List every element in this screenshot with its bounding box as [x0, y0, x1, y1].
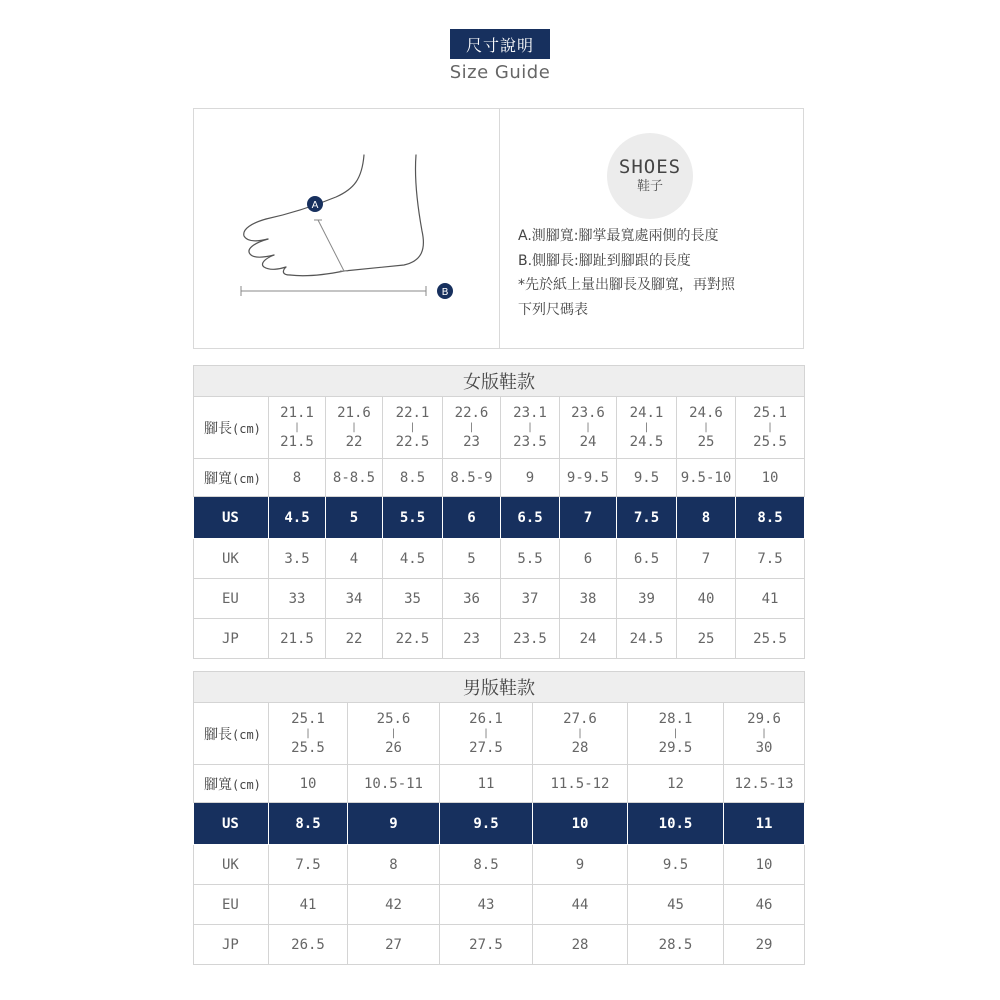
- length-to: 24: [579, 434, 597, 450]
- length-from: 25.6: [376, 711, 411, 727]
- size-cell: 22.5: [383, 619, 443, 659]
- size-cell: 5.5: [501, 539, 560, 579]
- size-cell: 6: [443, 497, 501, 539]
- length-range-cell: [617, 397, 677, 459]
- men-table-title: 男版鞋款: [194, 672, 805, 703]
- length-from: 25.1: [291, 711, 325, 727]
- size-cell: 23.5: [501, 619, 560, 659]
- range-separator: |: [304, 728, 312, 739]
- size-cell: 8.5: [440, 845, 533, 885]
- size-cell: 7.5: [269, 845, 348, 885]
- length-to: 26: [385, 740, 402, 756]
- size-cell: 28: [533, 925, 628, 965]
- length-to: 27.5: [469, 740, 503, 756]
- length-from: 27.6: [563, 711, 597, 727]
- length-range-cell: [383, 397, 443, 459]
- size-cell: 23: [443, 619, 501, 659]
- measurement-guide-panel: [193, 108, 804, 349]
- women-uk-row: [194, 539, 805, 579]
- shoes-badge: [607, 133, 693, 219]
- range-separator: |: [672, 728, 679, 739]
- men-length-row: [194, 703, 805, 765]
- size-cell: 41: [736, 579, 805, 619]
- size-cell: 40: [677, 579, 736, 619]
- length-to: 25.5: [753, 434, 787, 450]
- range-separator: |: [390, 728, 397, 739]
- size-cell: 8: [348, 845, 440, 885]
- size-cell: 33: [269, 579, 326, 619]
- women-size-table: [193, 365, 805, 659]
- women-length-row: [194, 397, 805, 459]
- women-table-title: 女版鞋款: [194, 366, 805, 397]
- size-cell: 24: [560, 619, 617, 659]
- length-range-cell: [443, 397, 501, 459]
- size-cell: 4: [326, 539, 383, 579]
- men-jp-row: [194, 925, 805, 965]
- width-cell: 12.5-13: [724, 765, 805, 803]
- size-cell: 5.5: [383, 497, 443, 539]
- length-range-cell: [533, 703, 628, 765]
- length-to: 23: [463, 434, 480, 450]
- size-cell: 7.5: [617, 497, 677, 539]
- size-cell: 42: [348, 885, 440, 925]
- size-cell: 8.5: [269, 803, 348, 845]
- length-range-cell: [269, 703, 348, 765]
- men-length-label: 腳長(cm): [194, 703, 269, 765]
- length-range-cell: [348, 703, 440, 765]
- size-cell: 43: [440, 885, 533, 925]
- size-cell: 10: [533, 803, 628, 845]
- women-uk-label: UK: [194, 539, 269, 579]
- women-jp-row: [194, 619, 805, 659]
- width-cell: 11: [440, 765, 533, 803]
- length-range-cell: [501, 397, 560, 459]
- length-from: 23.6: [571, 405, 605, 421]
- men-size-table: [193, 671, 805, 965]
- range-separator: |: [526, 422, 534, 433]
- size-cell: 6.5: [501, 497, 560, 539]
- women-eu-row: [194, 579, 805, 619]
- size-cell: 26.5: [269, 925, 348, 965]
- note-instruction-cont: 下列尺碼表: [518, 301, 588, 318]
- range-separator: |: [350, 422, 358, 433]
- width-cell: 11.5-12: [533, 765, 628, 803]
- women-length-label: 腳長(cm): [194, 397, 269, 459]
- men-eu-row: [194, 885, 805, 925]
- women-width-row: [194, 459, 805, 497]
- men-us-row: [194, 803, 805, 845]
- range-separator: |: [409, 422, 416, 433]
- length-from: 29.6: [747, 711, 781, 727]
- size-cell: 10: [724, 845, 805, 885]
- men-uk-row: [194, 845, 805, 885]
- width-cell: 8: [269, 459, 326, 497]
- women-us-label: US: [194, 497, 269, 539]
- shoes-badge-en: SHOES: [618, 156, 682, 178]
- size-cell: 37: [501, 579, 560, 619]
- foot-measurement-illustration: [194, 109, 499, 348]
- range-separator: |: [702, 422, 710, 433]
- size-cell: 35: [383, 579, 443, 619]
- size-cell: 6.5: [617, 539, 677, 579]
- length-from: 21.6: [337, 405, 371, 421]
- page-subtitle: Size Guide: [449, 62, 551, 83]
- size-cell: 4.5: [269, 497, 326, 539]
- marker-a-label: A: [311, 200, 319, 211]
- size-cell: 27: [348, 925, 440, 965]
- length-range-cell: [724, 703, 805, 765]
- length-from: 26.1: [469, 711, 503, 727]
- width-cell: 9: [501, 459, 560, 497]
- size-cell: 44: [533, 885, 628, 925]
- size-cell: 25.5: [736, 619, 805, 659]
- size-cell: 25: [677, 619, 736, 659]
- size-cell: 8.5: [736, 497, 805, 539]
- length-range-cell: [736, 397, 805, 459]
- length-from: 22.6: [454, 405, 489, 421]
- women-width-label: 腳寬(cm): [194, 459, 269, 497]
- women-jp-label: JP: [194, 619, 269, 659]
- length-from: 24.1: [629, 405, 664, 421]
- size-cell: 3.5: [269, 539, 326, 579]
- size-cell: 27.5: [440, 925, 533, 965]
- size-cell: 6: [560, 539, 617, 579]
- range-separator: |: [767, 422, 774, 433]
- length-from: 23.1: [513, 405, 547, 421]
- marker-b-label: B: [441, 287, 449, 298]
- size-cell: 28.5: [628, 925, 724, 965]
- length-to: 21.5: [280, 434, 314, 450]
- note-instruction: *先於紙上量出腳長及腳寬，再對照: [518, 277, 735, 293]
- shoes-badge-zh: 鞋子: [636, 179, 663, 194]
- size-cell: 7: [560, 497, 617, 539]
- width-cell: 10: [269, 765, 348, 803]
- size-cell: 24.5: [617, 619, 677, 659]
- width-cell: 8-8.5: [326, 459, 383, 497]
- size-cell: 45: [628, 885, 724, 925]
- length-from: 28.1: [658, 711, 693, 727]
- size-cell: 7.5: [736, 539, 805, 579]
- size-cell: 5: [443, 539, 501, 579]
- length-from: 21.1: [280, 405, 314, 421]
- size-cell: 22: [326, 619, 383, 659]
- size-cell: 21.5: [269, 619, 326, 659]
- length-to: 25: [697, 434, 715, 450]
- women-us-row: [194, 497, 805, 539]
- size-cell: 38: [560, 579, 617, 619]
- men-uk-label: UK: [194, 845, 269, 885]
- women-eu-label: EU: [194, 579, 269, 619]
- length-range-cell: [677, 397, 736, 459]
- range-separator: |: [576, 728, 584, 739]
- width-cell: 9.5-10: [677, 459, 736, 497]
- size-cell: 11: [724, 803, 805, 845]
- size-cell: 5: [326, 497, 383, 539]
- length-from: 25.1: [753, 405, 787, 421]
- size-cell: 9: [348, 803, 440, 845]
- length-to: 24.5: [629, 434, 664, 450]
- length-range-cell: [560, 397, 617, 459]
- width-cell: 9-9.5: [560, 459, 617, 497]
- men-eu-label: EU: [194, 885, 269, 925]
- width-cell: 12: [628, 765, 724, 803]
- size-cell: 9: [533, 845, 628, 885]
- men-jp-label: JP: [194, 925, 269, 965]
- size-cell: 29: [724, 925, 805, 965]
- length-from: 24.6: [689, 405, 723, 421]
- length-range-cell: [440, 703, 533, 765]
- size-cell: 4.5: [383, 539, 443, 579]
- length-range-cell: [269, 397, 326, 459]
- length-to: 22.5: [395, 434, 430, 450]
- size-cell: 7: [677, 539, 736, 579]
- men-us-label: US: [194, 803, 269, 845]
- range-separator: |: [761, 728, 768, 739]
- width-cell: 10: [736, 459, 805, 497]
- length-range-cell: [628, 703, 724, 765]
- men-width-label: 腳寬(cm): [194, 765, 269, 803]
- width-cell: 9.5: [617, 459, 677, 497]
- range-separator: |: [482, 728, 490, 739]
- length-to: 22: [345, 434, 363, 450]
- length-from: 22.1: [395, 405, 430, 421]
- size-cell: 8: [677, 497, 736, 539]
- men-width-row: [194, 765, 805, 803]
- range-separator: |: [643, 422, 650, 433]
- size-cell: 10.5: [628, 803, 724, 845]
- width-cell: 8.5-9: [443, 459, 501, 497]
- length-to: 29.5: [658, 740, 693, 756]
- range-separator: |: [584, 422, 592, 433]
- size-cell: 9.5: [628, 845, 724, 885]
- size-cell: 46: [724, 885, 805, 925]
- width-cell: 10.5-11: [348, 765, 440, 803]
- length-range-cell: [326, 397, 383, 459]
- size-cell: 36: [443, 579, 501, 619]
- range-separator: |: [468, 422, 475, 433]
- size-cell: 39: [617, 579, 677, 619]
- length-to: 28: [571, 740, 589, 756]
- note-length: B.側腳長:腳趾到腳跟的長度: [518, 252, 691, 269]
- length-to: 25.5: [291, 740, 325, 756]
- size-cell: 34: [326, 579, 383, 619]
- width-cell: 8.5: [383, 459, 443, 497]
- guide-divider: [499, 109, 500, 348]
- measurement-notes: [518, 224, 798, 322]
- page-title-badge: 尺寸說明: [450, 29, 550, 59]
- size-cell: 41: [269, 885, 348, 925]
- note-width: A.測腳寬:腳掌最寬處兩側的長度: [518, 228, 719, 244]
- range-separator: |: [293, 422, 301, 433]
- length-to: 30: [755, 740, 773, 756]
- size-cell: 9.5: [440, 803, 533, 845]
- length-to: 23.5: [513, 434, 547, 450]
